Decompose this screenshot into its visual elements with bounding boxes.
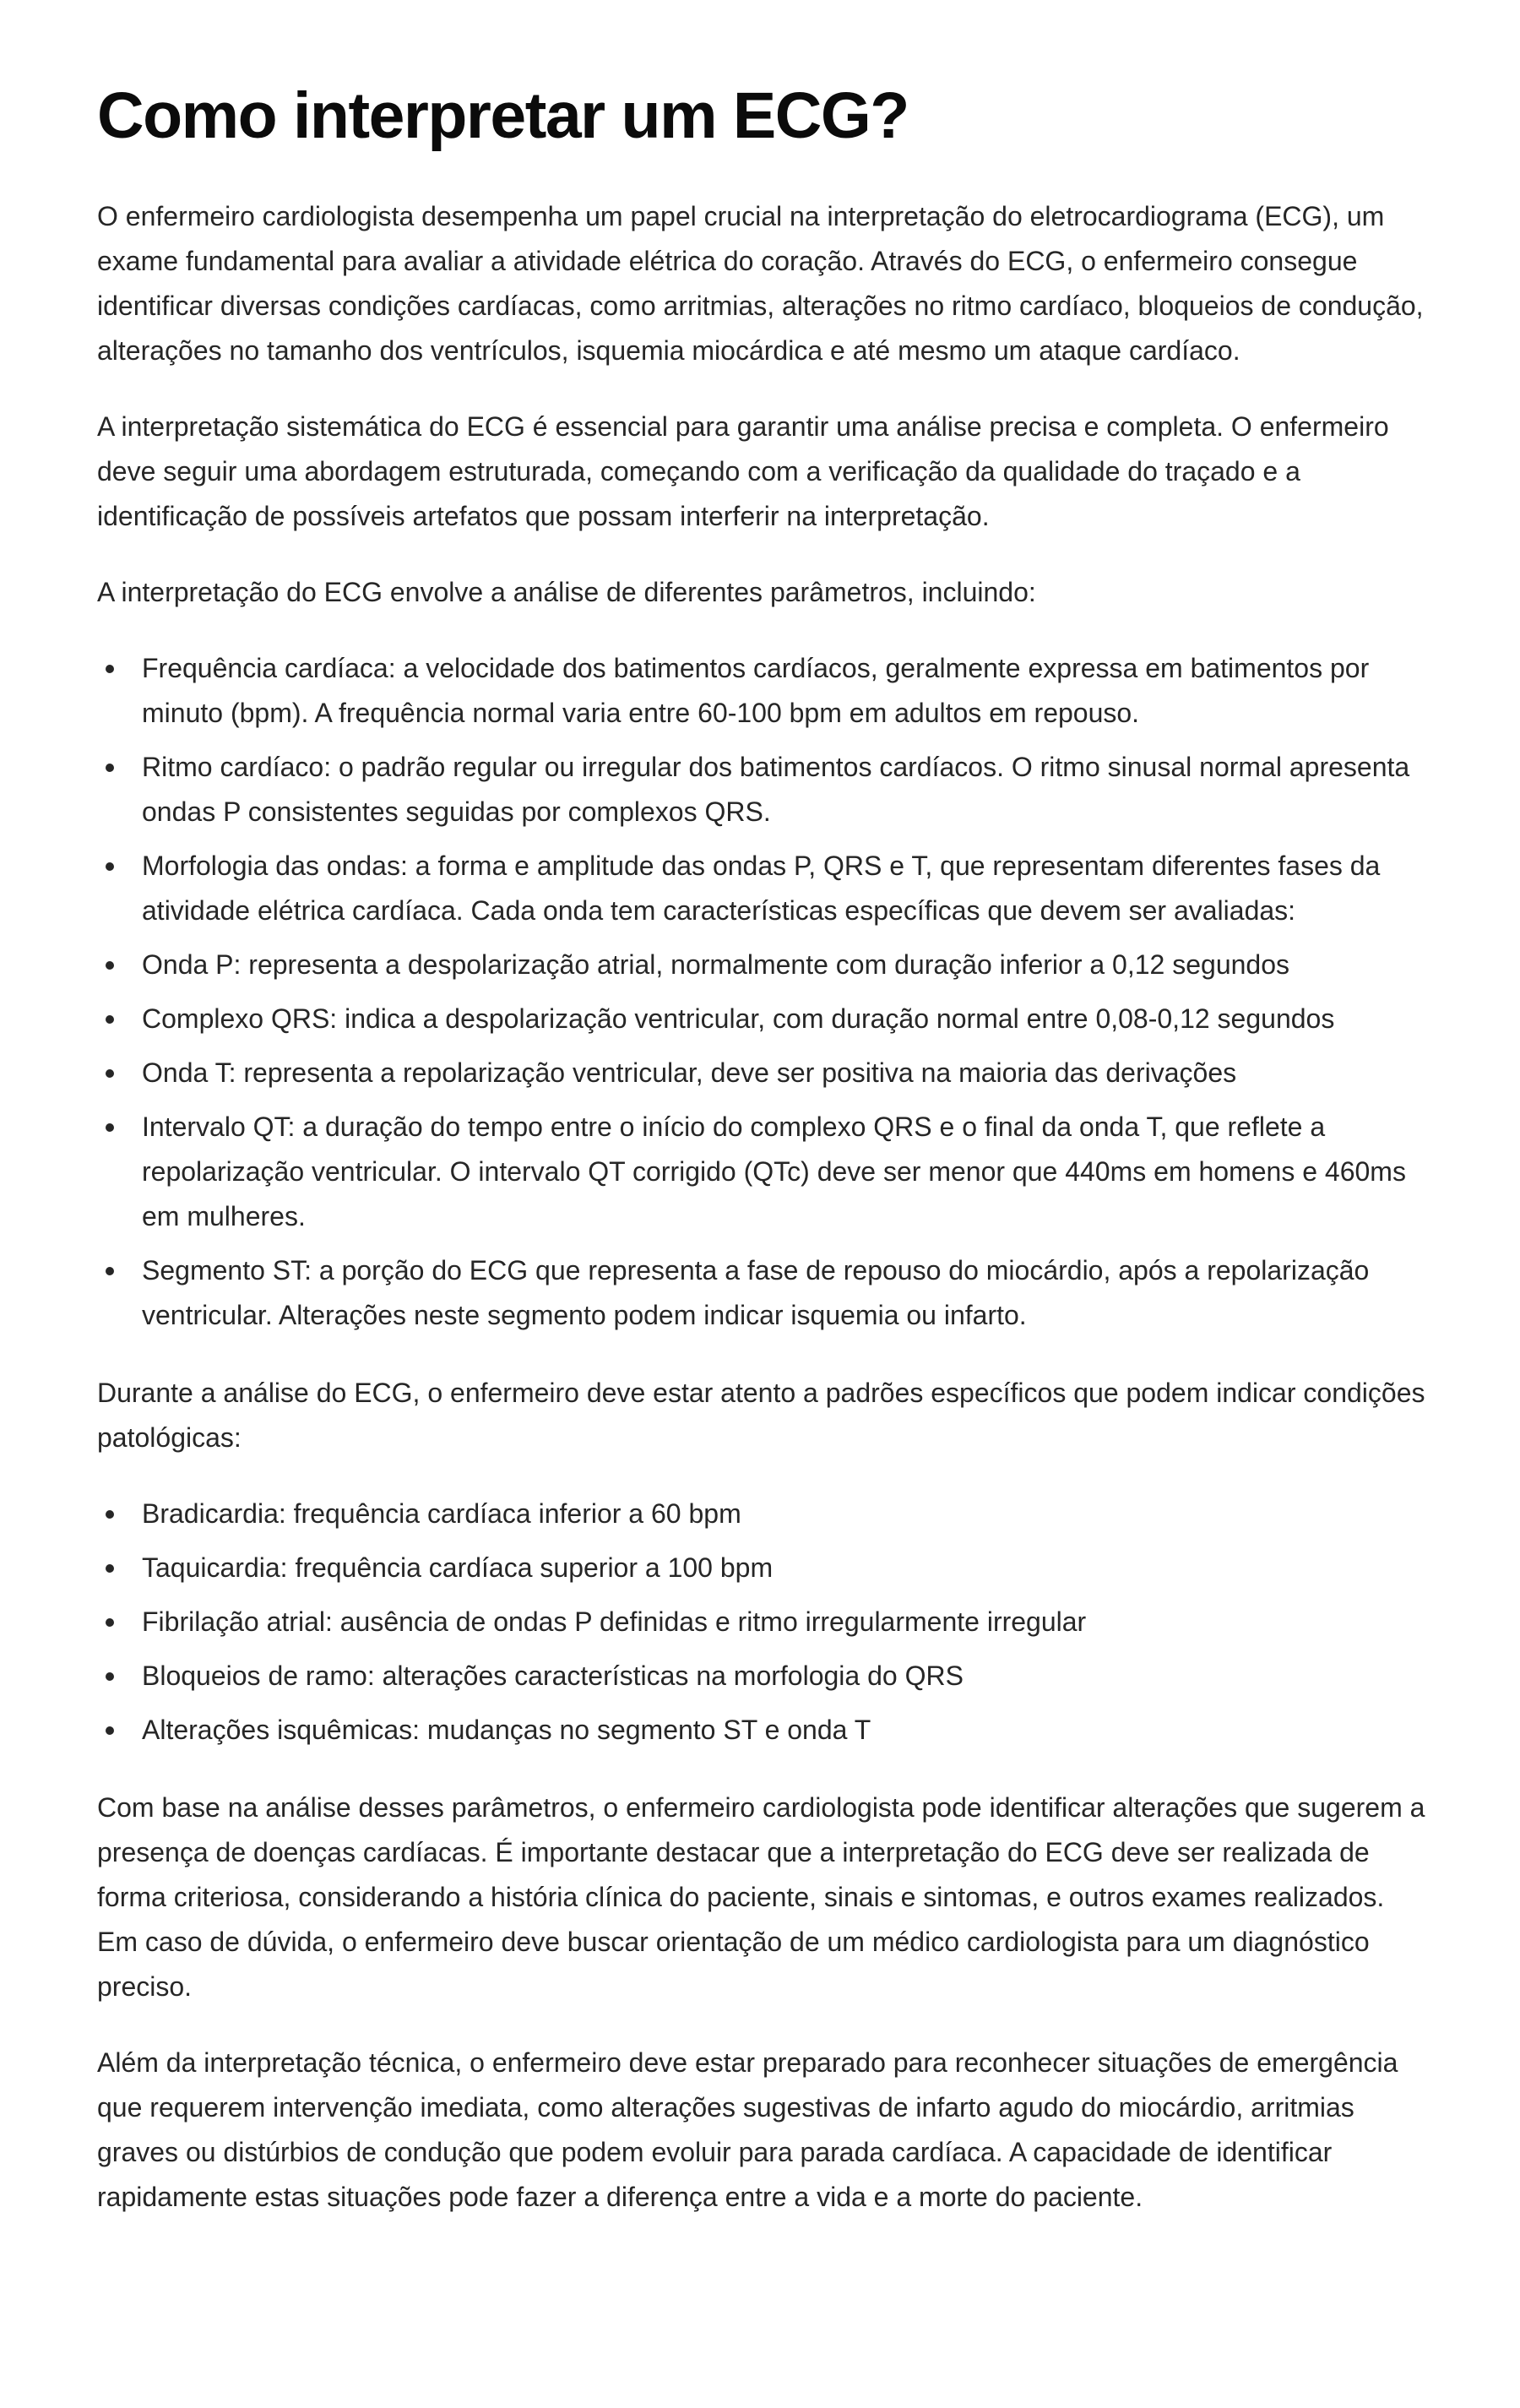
list-item xyxy=(97,1600,1425,1644)
list-item xyxy=(97,1654,1425,1699)
conditions-list xyxy=(97,1492,1425,1753)
closing-paragraph: Com base na análise desses parâmetros, o enfermeiro cardiologista pode identificar alterações que sugerem a presença de doenças cardíacas. É importante destacar que a interpretação do ECG deve ser realizada de forma criteriosa, considerando a história clínica do paciente, sinais e sintomas, e outros exames realizados. Em caso de dúvida, o enfermeiro deve buscar orientação de um médico cardiologista para um diagnóstico preciso. xyxy=(97,1791,1425,2002)
closing-paragraph: Além da interpretação técnica, o enfermeiro deve estar preparado para reconhecer situações de emergência que requerem intervenção imediata, como alterações sugestivas de infarto agudo do miocárdio, arritmias graves ou distúrbios de condução que podem evoluir para parada cardíaca. A capacidade de identificar rapidamente estas situações pode fazer a diferença entre a vida e a morte do paciente. xyxy=(97,2047,1398,2212)
bullet-icon xyxy=(106,665,114,673)
patterns-paragraph: Durante a análise do ECG, o enfermeiro deve estar atento a padrões específicos que podem indicar condições patológicas: xyxy=(97,1377,1425,1453)
list-item-text: Intervalo QT: a duração do tempo entre o início do complexo QRS e o final da onda T, que reflete a repolarização ventricular. O intervalo QT corrigido (QTc) deve ser menor que 440ms em homens e 460ms em mulheres. xyxy=(142,1111,1406,1231)
list-item xyxy=(97,844,1425,933)
list-item-text: Segmento ST: a porção do ECG que representa a fase de repouso do miocárdio, após a repolarização ventricular. Alterações neste segmento podem indicar isquemia ou infarto. xyxy=(142,1254,1370,1330)
list-item-text: Complexo QRS: indica a despolarização ventricular, com duração normal entre 0,08-0,12 segundos xyxy=(142,1003,1335,1034)
list-item-text: Bradicardia: frequência cardíaca inferior a 60 bpm xyxy=(142,1498,741,1529)
list-item-text: Fibrilação atrial: ausência de ondas P definidas e ritmo irregularmente irregular xyxy=(142,1606,1087,1637)
list-item xyxy=(97,646,1425,736)
intro-paragraph: A interpretação sistemática do ECG é essencial para garantir uma análise precisa e completa. O enfermeiro deve seguir uma abordagem estruturada, começando com a verificação da qualidade do traçado e a identificação de possíveis artefatos que possam interferir na interpretação. xyxy=(97,410,1389,531)
bullet-icon xyxy=(106,1069,114,1078)
list-item xyxy=(97,1051,1425,1095)
intro-paragraph: A interpretação do ECG envolve a análise de diferentes parâmetros, incluindo: xyxy=(97,576,1036,607)
bullet-icon xyxy=(106,1672,114,1681)
bullet-icon xyxy=(106,1618,114,1627)
page-title: Como interpretar um ECG? xyxy=(97,79,909,152)
list-item-text: Frequência cardíaca: a velocidade dos batimentos cardíacos, geralmente expressa em batimentos por minuto (bpm). A frequência normal varia entre 60-100 bpm em adultos em repouso. xyxy=(142,652,1370,728)
list-item xyxy=(97,1248,1425,1338)
list-item-text: Onda P: representa a despolarização atrial, normalmente com duração inferior a 0,12 segundos xyxy=(142,949,1289,980)
list-item xyxy=(97,997,1425,1041)
bullet-icon xyxy=(106,961,114,970)
bullet-icon xyxy=(106,1726,114,1735)
list-item-text: Morfologia das ondas: a forma e amplitude das ondas P, QRS e T, que representam diferentes fases da atividade elétrica cardíaca. Cada onda tem características específicas que devem ser avaliadas: xyxy=(142,850,1381,926)
list-item xyxy=(97,1105,1425,1239)
bullet-icon xyxy=(106,862,114,871)
list-item-text: Alterações isquêmicas: mudanças no segmento ST e onda T xyxy=(142,1714,871,1745)
bullet-icon xyxy=(106,1267,114,1275)
list-item-text: Onda T: representa a repolarização ventricular, deve ser positiva na maioria das derivações xyxy=(142,1057,1237,1088)
bullet-icon xyxy=(106,1510,114,1519)
intro-paragraph: O enfermeiro cardiologista desempenha um papel crucial na interpretação do eletrocardiograma (ECG), um exame fundamental para avaliar a atividade elétrica do coração. Através do ECG, o enfermeiro consegue identificar diversas condições cardíacas, como arritmias, alterações no ritmo cardíaco, bloqueios de condução, alterações no tamanho dos ventrículos, isquemia miocárdica e até mesmo um ataque cardíaco. xyxy=(97,200,1424,366)
list-item-text: Bloqueios de ramo: alterações características na morfologia do QRS xyxy=(142,1660,964,1691)
list-item xyxy=(97,943,1425,987)
list-item xyxy=(97,745,1425,834)
bullet-icon xyxy=(106,764,114,772)
list-item xyxy=(97,1708,1425,1753)
bullet-icon xyxy=(106,1015,114,1024)
bullet-icon xyxy=(106,1564,114,1573)
list-item xyxy=(97,1546,1425,1590)
list-item-text: Taquicardia: frequência cardíaca superior a 100 bpm xyxy=(142,1552,774,1583)
list-item-text: Ritmo cardíaco: o padrão regular ou irregular dos batimentos cardíacos. O ritmo sinusal normal apresenta ondas P consistentes seguidas por complexos QRS. xyxy=(142,751,1410,827)
list-item xyxy=(97,1492,1425,1536)
bullet-icon xyxy=(106,1123,114,1132)
parameters-list xyxy=(97,646,1425,1338)
